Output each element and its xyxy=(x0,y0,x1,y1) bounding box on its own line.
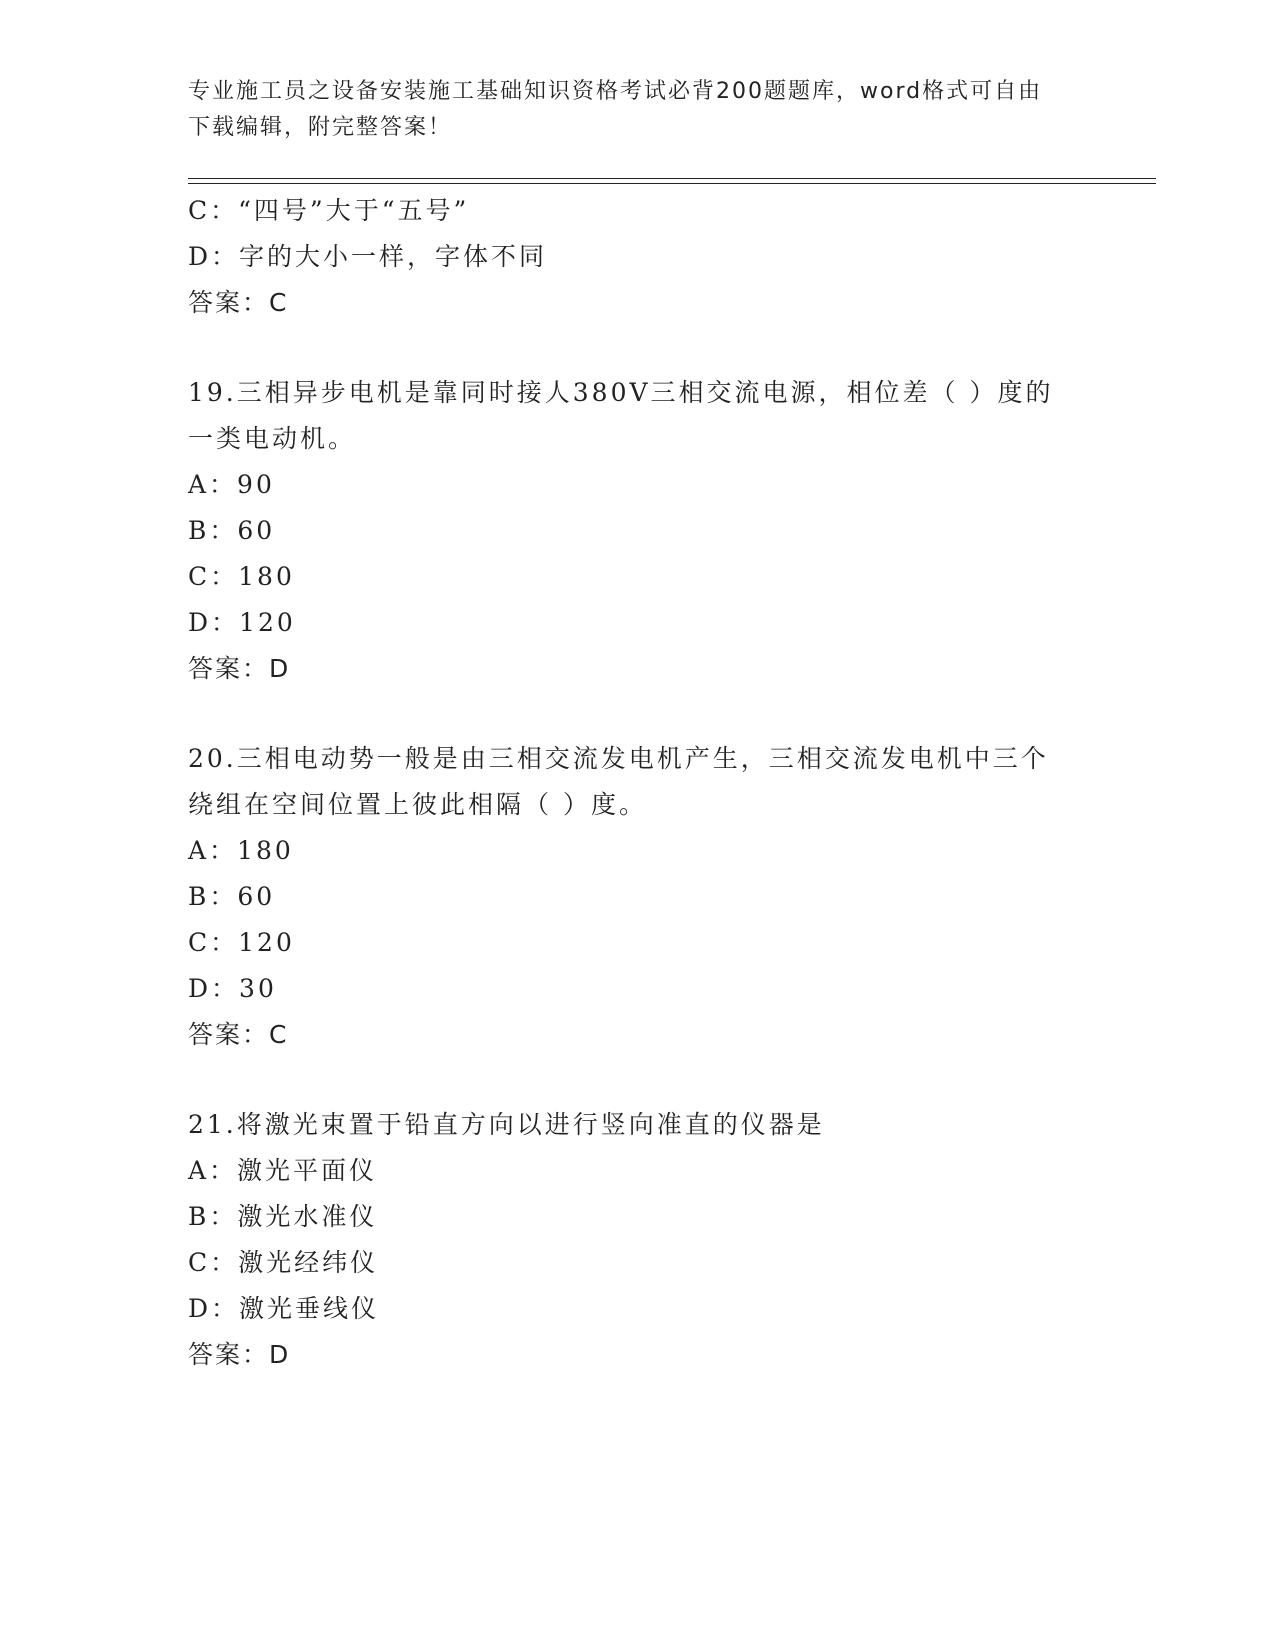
option-d: D：激光垂线仪 xyxy=(188,1294,380,1323)
question-stem: 21.将激光束置于铅直方向以进行竖向准直的仪器是 xyxy=(188,1110,825,1139)
question-stem-continued: 一类电动机。 xyxy=(188,424,357,453)
spacer xyxy=(188,692,1088,736)
question-block-20 xyxy=(188,736,1088,1058)
header-line-1: 专业施工员之设备安装施工基础知识资格考试必背200题题库，word格式可自由 xyxy=(188,79,1043,104)
option-c: C：激光经纬仪 xyxy=(188,1248,379,1277)
header-divider-top xyxy=(188,178,1156,179)
option-b: B：60 xyxy=(188,516,276,545)
document-header xyxy=(188,74,1088,146)
question-block-19 xyxy=(188,370,1088,692)
option-d: D：字的大小一样，字体不同 xyxy=(188,242,548,271)
spacer xyxy=(188,1058,1088,1102)
spacer xyxy=(188,326,1088,370)
header-line-2: 下载编辑，附完整答案！ xyxy=(188,115,453,140)
question-stem-continued: 绕组在空间位置上彼此相隔（ ）度。 xyxy=(188,790,647,819)
answer-line: 答案：D xyxy=(188,1340,291,1369)
option-b: B：激光水准仪 xyxy=(188,1202,378,1231)
question-list xyxy=(188,188,1088,1378)
option-a: A：激光平面仪 xyxy=(188,1156,378,1185)
option-a: A：90 xyxy=(188,470,275,499)
answer-line: 答案：C xyxy=(188,1020,289,1049)
option-d: D：30 xyxy=(188,974,277,1003)
question-stem: 20.三相电动势一般是由三相交流发电机产生，三相交流发电机中三个 xyxy=(188,744,1049,773)
answer-line: 答案：C xyxy=(188,288,289,317)
option-c: C：“四号”大于“五号” xyxy=(188,196,470,225)
header-divider-bottom xyxy=(188,183,1156,184)
option-b: B：60 xyxy=(188,882,276,911)
option-c: C：180 xyxy=(188,562,295,591)
question-stem: 19.三相异步电机是靠同时接人380V三相交流电源，相位差（ ）度的 xyxy=(188,378,1054,407)
option-d: D：120 xyxy=(188,608,296,637)
question-block-21 xyxy=(188,1102,1088,1378)
option-a: A：180 xyxy=(188,836,294,865)
question-block-18 xyxy=(188,188,1088,326)
option-c: C：120 xyxy=(188,928,295,957)
answer-line: 答案：D xyxy=(188,654,291,683)
